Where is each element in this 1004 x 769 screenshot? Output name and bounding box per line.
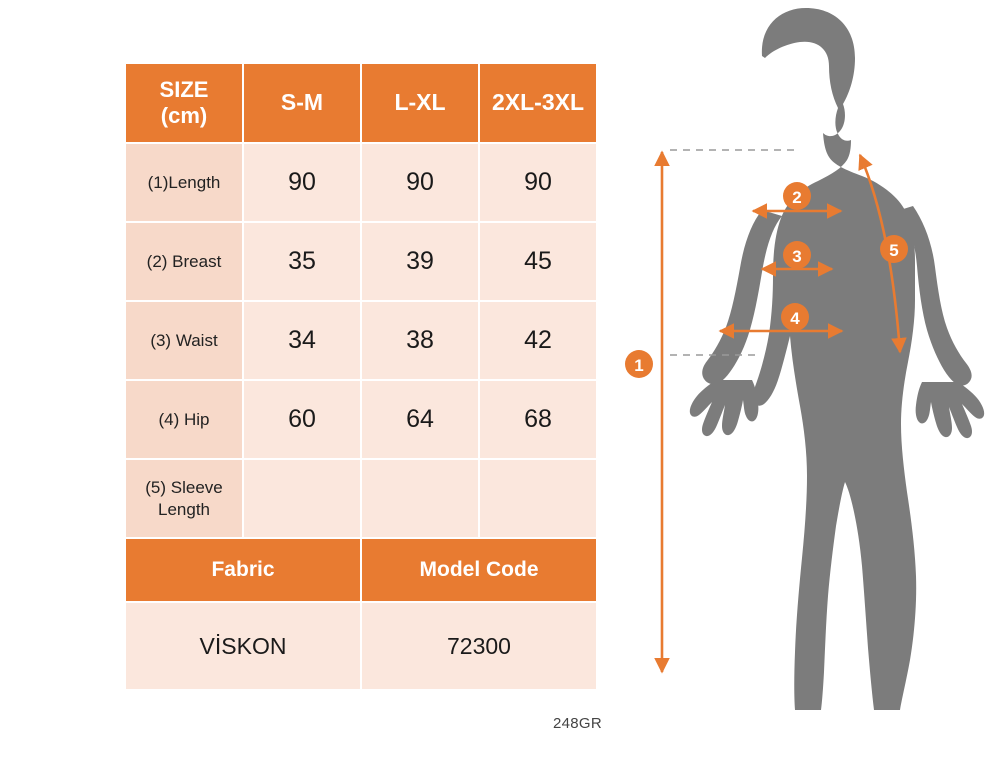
marker-5: [880, 235, 908, 263]
female-silhouette-icon: [753, 8, 916, 710]
cell-length-2xl3xl: 90: [479, 143, 597, 222]
marker-4-label: 4: [790, 309, 800, 328]
header-col-sm: S-M: [243, 63, 361, 143]
marker-3-label: 3: [792, 247, 802, 266]
marker-1-label: 1: [634, 356, 644, 375]
size-table-header: [125, 63, 597, 143]
value-model-code: 72300: [361, 602, 597, 690]
cell-sleeve-2xl3xl: [479, 459, 597, 538]
cell-breast-lxl: 39: [361, 222, 479, 301]
row-label-breast: (2) Breast: [125, 222, 243, 301]
gram-weight-code: 248GR: [553, 715, 603, 732]
cell-waist-lxl: 38: [361, 301, 479, 380]
header-size-label: [125, 63, 243, 143]
cell-hip-lxl: 64: [361, 380, 479, 459]
marker-1: [625, 350, 653, 378]
value-fabric: VİSKON: [125, 602, 361, 690]
table-row: [125, 143, 597, 222]
row-label-sleeve-length: (5) Sleeve Length: [125, 459, 243, 538]
cell-sleeve-sm: [243, 459, 361, 538]
header-col-2xl3xl: 2XL-3XL: [479, 63, 597, 143]
table-row: [125, 301, 597, 380]
cell-length-lxl: 90: [361, 143, 479, 222]
header-size-line1: SIZE: [159, 77, 209, 103]
cell-length-sm: 90: [243, 143, 361, 222]
cell-waist-sm: 34: [243, 301, 361, 380]
marker-4: [781, 303, 809, 331]
marker-3: [783, 241, 811, 269]
table-footer-header-row: [125, 538, 597, 602]
row-label-length: (1)Length: [125, 143, 243, 222]
silhouette-left-arm: [690, 210, 782, 436]
marker-5-label: 5: [889, 241, 899, 260]
cell-hip-2xl3xl: 68: [479, 380, 597, 459]
table-header-row: [125, 63, 597, 143]
cell-breast-2xl3xl: 45: [479, 222, 597, 301]
header-model-code: Model Code: [361, 538, 597, 602]
marker-2-label: 2: [792, 188, 802, 207]
table-footer-value-row: [125, 602, 597, 690]
table-row: [125, 222, 597, 301]
cell-waist-2xl3xl: 42: [479, 301, 597, 380]
header-col-lxl: L-XL: [361, 63, 479, 143]
size-table: [124, 62, 598, 691]
row-label-waist: (3) Waist: [125, 301, 243, 380]
cell-sleeve-lxl: [361, 459, 479, 538]
measurement-figure: [610, 0, 1004, 769]
cell-breast-sm: 35: [243, 222, 361, 301]
cell-hip-sm: 60: [243, 380, 361, 459]
header-size-line2: (cm): [160, 103, 208, 128]
size-table-body: [125, 143, 597, 690]
row-label-hip: (4) Hip: [125, 380, 243, 459]
marker-2: [783, 182, 811, 210]
table-row: [125, 459, 597, 538]
header-fabric: Fabric: [125, 538, 361, 602]
table-row: [125, 380, 597, 459]
